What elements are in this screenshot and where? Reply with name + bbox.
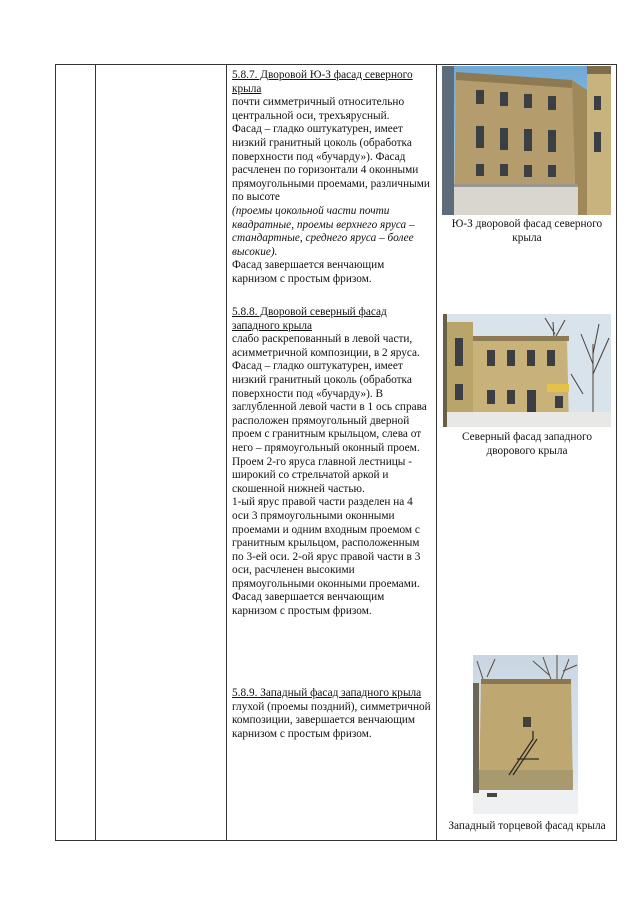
table-top-border [55, 64, 617, 65]
table-col-border-1 [55, 64, 56, 841]
section-5-8-9 [232, 687, 432, 741]
table-col-border-3 [226, 64, 227, 841]
section-paragraph: глухой (проемы поздний), симметричной композиции, завершается венчающим карнизом с простым фризом. [232, 700, 431, 740]
photo-caption: Западный торцевой фасад крыла [448, 820, 606, 832]
section-5-8-7 [232, 69, 432, 287]
section-paragraph-italic: (проемы цокольной части почти квадратные, проемы верхнего яруса – стандартные, среднего яруса – более высокие). [232, 204, 415, 258]
section-paragraph: Фасад – гладко оштукатурен, имеет низкий гранитный цоколь (обработка поверхности под «бучарду»). В заглубленной левой части в 1 ось справа расположен прямоугольный дверной проем с гранитным крыльцом, слева от него – прямоугольный оконный проем. [232, 360, 427, 454]
section-heading: 5.8.9. Западный фасад западного крыла [232, 687, 422, 699]
section-paragraph: почти симметричный относительно центральной оси, трехъярусный. [232, 96, 405, 122]
table-col-border-4 [436, 64, 437, 841]
section-heading: 5.8.8. Дворовой северный фасад западного крыла [232, 306, 387, 332]
section-paragraph: Проем 2-го яруса главной лестницы - широкий со стрельчатой аркой и скошенной нижней частью. [232, 455, 412, 495]
table-col-border-5 [616, 64, 617, 841]
section-paragraph: Фасад завершается венчающим карнизом с простым фризом. [232, 259, 385, 285]
photo-caption: Северный фасад западного дворового крыла [461, 431, 593, 457]
section-paragraph: 1-ый ярус правой части разделен на 4 оси 3 прямоугольными оконными проемами и одним входным проемом с гранитным крыльцом, расположенным по 3-ей оси. 2-ой ярус правой части в 3 оси, расчленен высокими прямоугольными оконными проемами. [232, 496, 421, 590]
section-paragraph: Фасад – гладко оштукатурен, имеет низкий гранитный цоколь (обработка поверхности под «бучарду»). Фасад расчленен по горизонтали 4 оконными прямоугольными проемами, различными по высоте [232, 123, 430, 204]
photo-caption: Ю-З дворовой фасад северного крыла [451, 218, 603, 244]
photo-west-end-facade [473, 655, 578, 814]
section-paragraph: слабо раскрепованный в левой части, асимметричной композиции, в 2 яруса. [232, 333, 420, 359]
photo-north-west-wing-facade [443, 314, 611, 427]
section-5-8-8 [232, 306, 432, 619]
section-heading: 5.8.7. Дворовой Ю-З фасад северного крыла [232, 69, 413, 95]
table-col-border-2 [95, 64, 96, 841]
section-paragraph: Фасад завершается венчающим карнизом с простым фризом. [232, 591, 385, 618]
photo-sw-courtyard-facade [442, 66, 611, 215]
table-bottom-border [55, 840, 617, 841]
